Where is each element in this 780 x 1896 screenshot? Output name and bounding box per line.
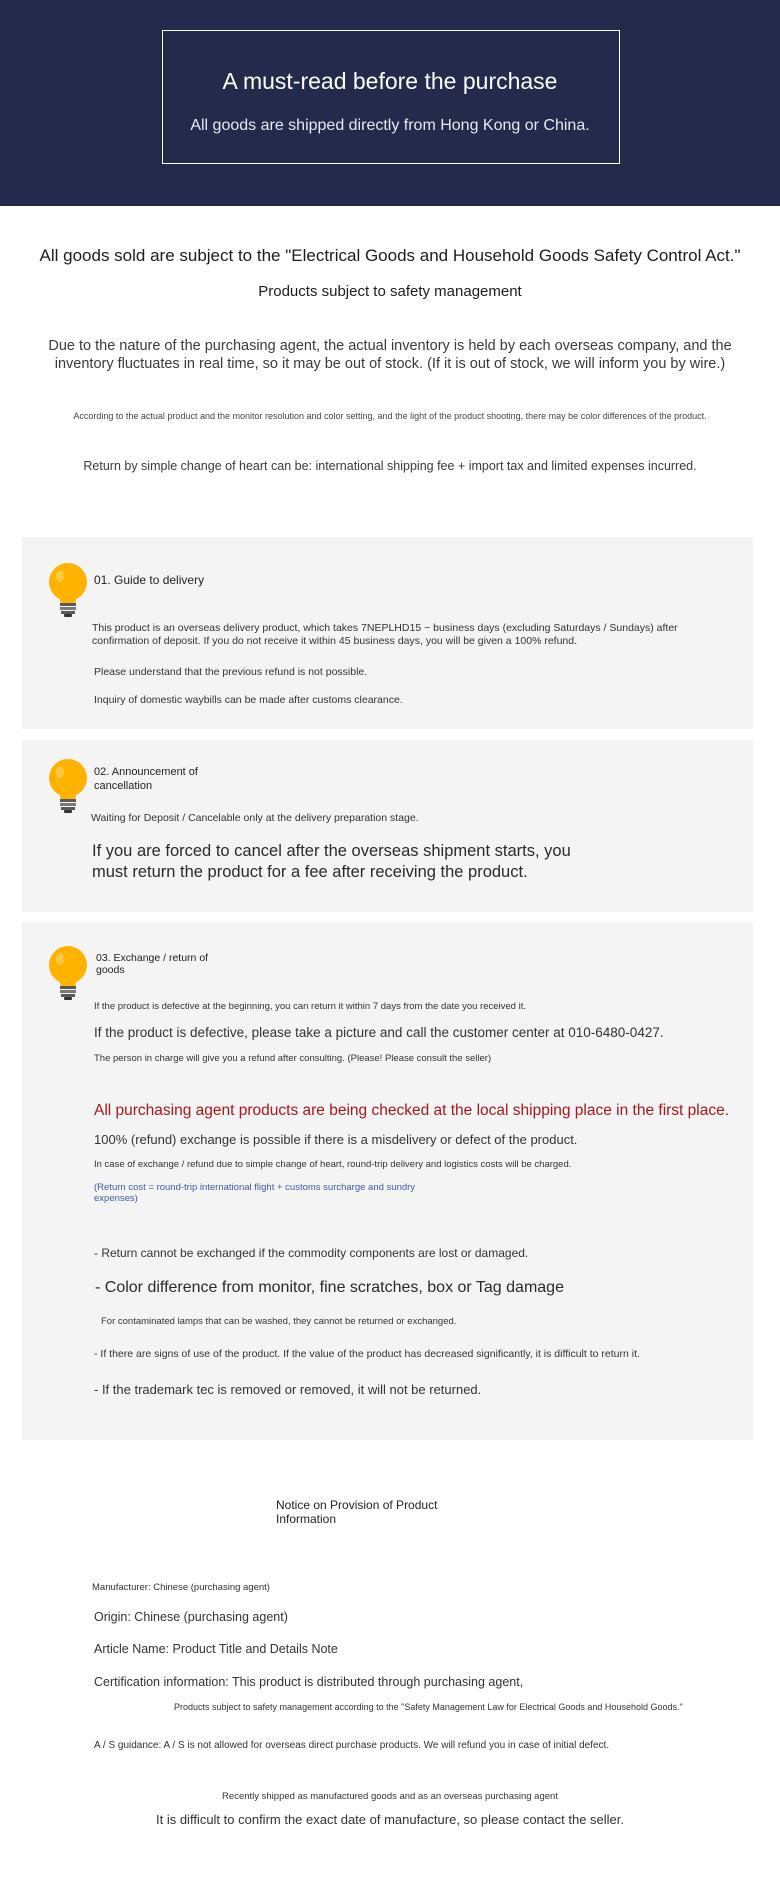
delivery-body: This product is an overseas delivery product, which takes 7NEPLHD15 ~ business days (excluding Saturdays / Sundays) after confirmation of deposit. If you do not receive it within 45 business days, you will be given a 100% refund.: [92, 622, 678, 647]
exchange-title: 03. Exchange / return of goods: [96, 952, 209, 976]
color-difference-notice: According to the actual product and the monitor resolution and color setting, and the light of the product shooting, there may be color differences of the product.: [73, 411, 707, 421]
lightbulb-icon: [46, 758, 90, 814]
notice-manufacturer: Manufacturer: Chinese (purchasing agent): [92, 1582, 270, 1593]
header-subtitle: All goods are shipped directly from Hong Kong or China.: [190, 117, 590, 134]
exchange-checked-notice: All purchasing agent products are being checked at the local shipping place in the first place.: [94, 1102, 730, 1119]
cancellation-title: 02. Announcement of cancellation: [94, 766, 198, 792]
exchange-signs-of-use: - If there are signs of use of the product. If the value of the product has decreased significantly, it is difficult to return it.: [94, 1348, 640, 1360]
header-title: A must-read before the purchase: [222, 68, 558, 94]
delivery-refund-note: Please understand that the previous refund is not possible.: [94, 666, 368, 678]
exchange-color-difference: - Color difference from monitor, fine scratches, box or Tag damage: [95, 1279, 564, 1296]
exchange-defect-call: If the product is defective, please take a picture and call the customer center at 010-6480-0427.: [94, 1025, 664, 1040]
notice-origin: Origin: Chinese (purchasing agent): [94, 1610, 288, 1624]
exchange-full-refund: 100% (refund) exchange is possible if there is a misdelivery or defect of the product.: [94, 1132, 578, 1147]
notice-title: Notice on Provision of Product Information: [276, 1498, 438, 1526]
lightbulb-icon: [46, 945, 90, 1001]
delivery-waybill-note: Inquiry of domestic waybills can be made after customs clearance.: [94, 694, 403, 706]
notice-article-name: Article Name: Product Title and Details Note: [94, 1642, 338, 1656]
exchange-lost-components: - Return cannot be exchanged if the commodity components are lost or damaged.: [94, 1246, 529, 1260]
notice-certification: Certification information: This product is distributed through purchasing agent,: [94, 1675, 524, 1689]
notice-recently-shipped: Recently shipped as manufactured goods and as an overseas purchasing agent: [222, 1791, 558, 1802]
notice-as-guidance: A / S guidance: A / S is not allowed for overseas direct purchase products. We will refund you in case of initial defect.: [94, 1740, 610, 1751]
exchange-change-of-heart: In case of exchange / refund due to simple change of heart, round-trip delivery and logistics costs will be charged.: [94, 1159, 572, 1170]
exchange-trademark: - If the trademark tec is removed or removed, it will not be returned.: [94, 1382, 482, 1397]
return-fee-notice: Return by simple change of heart can be: international shipping fee + import tax and limited expenses incurred.: [83, 459, 697, 473]
exchange-return-cost: (Return cost = round-trip international flight + customs surcharge and sundry expenses): [94, 1182, 416, 1204]
safety-heading: Products subject to safety management: [258, 283, 522, 300]
exchange-contaminated: For contaminated lamps that can be washed, they cannot be returned or exchanged.: [101, 1316, 457, 1327]
exchange-refund-consult: The person in charge will give you a refund after consulting. (Please! Please consult the seller): [94, 1053, 492, 1064]
act-notice: All goods sold are subject to the "Electrical Goods and Household Goods Safety Control Act.": [39, 246, 741, 265]
exchange-defect-7days: If the product is defective at the beginning, you can return it within 7 days from the date you received it.: [94, 1001, 526, 1012]
cancellation-stage-note: Waiting for Deposit / Cancelable only at the delivery preparation stage.: [91, 812, 419, 824]
cancellation-forced-notice: If you are forced to cancel after the overseas shipment starts, you must return the product for a fee after receiving the product.: [92, 842, 571, 881]
notice-contact-seller: It is difficult to confirm the exact date of manufacture, so please contact the seller.: [155, 1812, 624, 1827]
header-frame: [162, 30, 620, 164]
lightbulb-icon: [46, 562, 90, 618]
notice-certification-detail: Products subject to safety management according to the "Safety Management Law for Electrical Goods and Household Goods.": [174, 1702, 683, 1712]
inventory-notice: Due to the nature of the purchasing agent, the actual inventory is held by each overseas company, and the inventory fluctuates in real time, so it may be out of stock. (If it is out of stock, we will inform you by wire.): [48, 338, 732, 372]
delivery-title: 01. Guide to delivery: [94, 573, 205, 587]
